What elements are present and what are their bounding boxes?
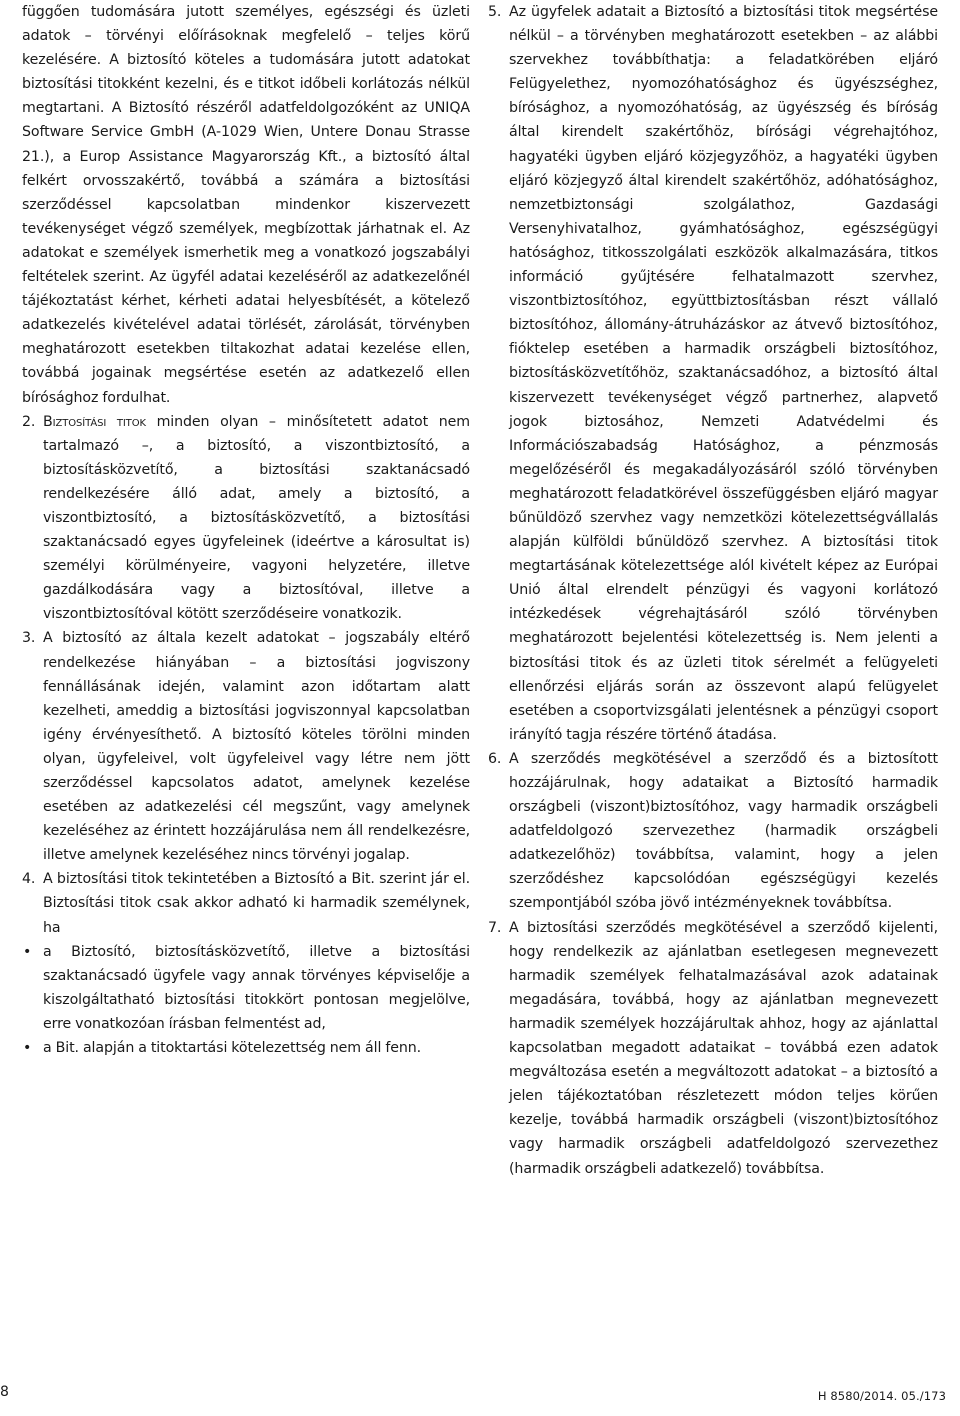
list-item xyxy=(22,1036,470,1060)
item-text: minden olyan – minősítetett adatot nem tartalmazó –, a biztosító, a viszontbiztosító, a biztosításközvetítő, a biztosítási szaktanácsadó rendelkezésére álló adat, amely a biztosító, a viszontbiztosító, a biztosításközvetítő, a biztosítási szaktanácsadó egyes ügyfeleinek (ideértve a károsultat is) személyi körülményeire, vagyoni helyzetére, illetve gazdálkodására vagy a biztosítóval, illetve a viszontbiztosítóval kötött szerződéseire vonatkozik. xyxy=(43,413,470,623)
bullet-icon: • xyxy=(23,1040,32,1057)
item-number: 5. xyxy=(488,4,502,20)
defined-term: Biztosítási titok xyxy=(43,413,146,430)
item-number: 6. xyxy=(488,750,502,767)
item-number: 3. xyxy=(22,630,36,647)
bullet-text: a Bit. alapján a titoktartási kötelezettség nem áll fenn. xyxy=(43,1040,422,1057)
item-number: 7. xyxy=(488,919,502,936)
bullet-text: a Biztosító, biztosításközvetítő, illetve a biztosítási szaktanácsadó ügyfele vagy annak törvényes képviselője a kiszolgáltatható biztosítási titokkört pontosan megjelölve, erre vonatkozóan írásban felmentést ad, xyxy=(43,943,470,1032)
list-item xyxy=(22,940,470,1036)
page-number: 8 xyxy=(0,1384,9,1400)
intro-paragraph: függően tudomására jutott személyes, egészségi és üzleti adatok – törvényi előírásoknak megfelelő – teljes körű kezelésére. A biztosító köteles a tudomására jutott adatokat biztosítási titokként kezelni, és e titkot időbeli korlátozás nélkül megtartani. A Biztosító részéről adatfeldolgozóként az UNIQA Software Service GmbH (A-1029 Wien, Untere Donau Strasse 21.), a Europ Assistance Magyarország Kft., a biztosító által felkért orvosszakértő, továbbá a számára a biztosítási szerződéssel kapcsolatban mindenkor kiszervezett tevékenységet végző személyek, megbízottak járhatnak el. Az adatokat e személyek ismerhetik meg a vonatkozó jogszabályi feltételek szerint. Az ügyfél adatai kezeléséről az adatkezelőnél tájékoztatást kérhet, kérheti adatai helyesbítését, a kötelező adatkezelés kivételével adatai törlését, zárolását, törvényben meghatározott esetekben tiltakozhat adatai kezelése ellen, továbbá jogainak megsértése esetén az adatkezelő ellen bírósághoz fordulhat. xyxy=(22,4,470,406)
item-number: 4. xyxy=(22,871,36,888)
item-7 xyxy=(488,916,938,1181)
item-text: A biztosítási szerződés megkötésével a szerződő kijelenti, hogy rendelkezik az ajánlatban esetlegesen megnevezett harmadik személyek felhatalmazásával azok adatainak megadására, továbbá, hogy az ajánlatban megnevezett harmadik személyek hozzájárultak ahhoz, hogy az ajánlattal kapcsolatban megadott adataikat – továbbá ezen adatok megváltozása esetén a megváltozott adatokat – a biztosító a jelen tájékoztatóban részletezett módon teljes körűen kezelje, továbbá harmadik országbeli (viszont)biztosítóhoz vagy harmadik országbeli adatfeldolgozó szervezethez (harmadik országbeli adatkezelő) továbbítsa. xyxy=(509,919,938,1177)
item-4 xyxy=(22,867,470,939)
right-column xyxy=(488,0,938,1181)
item-number: 2. xyxy=(22,413,36,430)
item-6 xyxy=(488,747,938,916)
bullet-list xyxy=(22,940,470,1060)
item-5 xyxy=(488,0,938,747)
document-reference: H 8580/2014. 05./173 xyxy=(817,1389,946,1403)
item-text: A biztosító az általa kezelt adatokat – jogszabály eltérő rendelkezése hiányában – a biztosítási jogviszony fennállásának idején, valamint azon időtartam alatt kezelheti, ameddig a biztosítási jogviszonnyal kapcsolatban igény érvényesíthető. A biztosító köteles törölni minden olyan, ügyfeleivel, volt ügyfeleivel vagy létre nem jött szerződéssel kapcsolatos adatot, amelynek kezelése esetében az adatkezelési cél megszűnt, vagy amelynek kezeléséhez az érintett hozzájárulása nem áll rendelkezésre, illetve amelynek kezeléséhez nincs törvényi jogalap. xyxy=(43,630,470,864)
bullet-icon: • xyxy=(23,943,32,960)
item-text: A szerződés megkötésével a szerződő és a biztosított hozzájárulnak, hogy adataikat a Biztosító harmadik országbeli (viszont)biztosítóhoz, vagy harmadik országbeli adatfeldolgozó szervezethez (harmadik országbeli adatkezelőhöz) továbbítsa, valamint, hogy a jelen szerződéshez kapcsolódóan egészségügyi kezelés szempontjából szóba jövő intézményeknek továbbítsa. xyxy=(509,750,938,912)
left-column xyxy=(22,0,470,1060)
item-3 xyxy=(22,626,470,867)
item-2 xyxy=(22,410,470,627)
item-text: Az ügyfelek adatait a Biztosító a biztosítási titok megsértése nélkül – a törvényben meghatározott esetekben – az alábbi szervekhez továbbíthatja: a feladatkörében eljáró Felügyelethez, nyomozóhatósághoz és ügyészséghez, bírósághoz, a nyomozóhatóság, az ügyészség és bíróság által kirendelt szakértőhöz, bírósági végrehajtóhoz, hagyatéki ügyben eljáró közjegyzőhöz, a hagyatéki ügyben eljáró közjegyző által kirendelt szakértőhöz, adóhatósághoz, nemzetbiztonsági szolgálathoz, Gazdasági Versenyhivatalhoz, gyámhatósághoz, egészségügyi hatósághoz, titkosszolgálati eszközök alkalmazására, titkos információ gyűjtésére felhatalmazott szervhez, viszontbiztosítóhoz, együttbiztosításban részt vállaló biztosítóhoz, állomány-átruházáskor az átvevő biztosítóhoz, fióktelep esetében a harmadik országbeli biztosítóhoz, biztosításközvetítőhöz, szaktanácsadóhoz, a biztosító által kiszervezett tevékenységet végző partnerhez, alapvető jogok biztosához, Nemzeti Adatvédelmi és Információszabadság Hatósághoz, a pénzmosás megelőzéséről és megakadályozásáról szóló törvényben meghatározott feladatkörével összefüggésben eljáró magyar bűnüldöző szervhez vagy nemzetközi kötelezettségvállalás alapján külföldi bűnüldöző szervhez. A biztosítási titok megtartásának kötelezettsége alól kivételt képez az Európai Unió által elrendelt pénzügyi és vagyoni korlátozó intézkedések végrehajtásáról szóló törvényben meghatározott bejelentési kötelezettség is. Nem jelenti a biztosítási titok és az üzleti titok sérelmét a felügyeleti ellenőrzési eljárás során az összevont alapú felügyelet esetében a csoportvizsgálati jelentésnek a pénzügyi csoport irányító tagja részére történő átadása. xyxy=(509,4,938,743)
item-text: A biztosítási titok tekintetében a Biztosító a Bit. szerint jár el. Biztosítási titok csak akkor adható ki harmadik személynek, ha xyxy=(43,871,470,936)
